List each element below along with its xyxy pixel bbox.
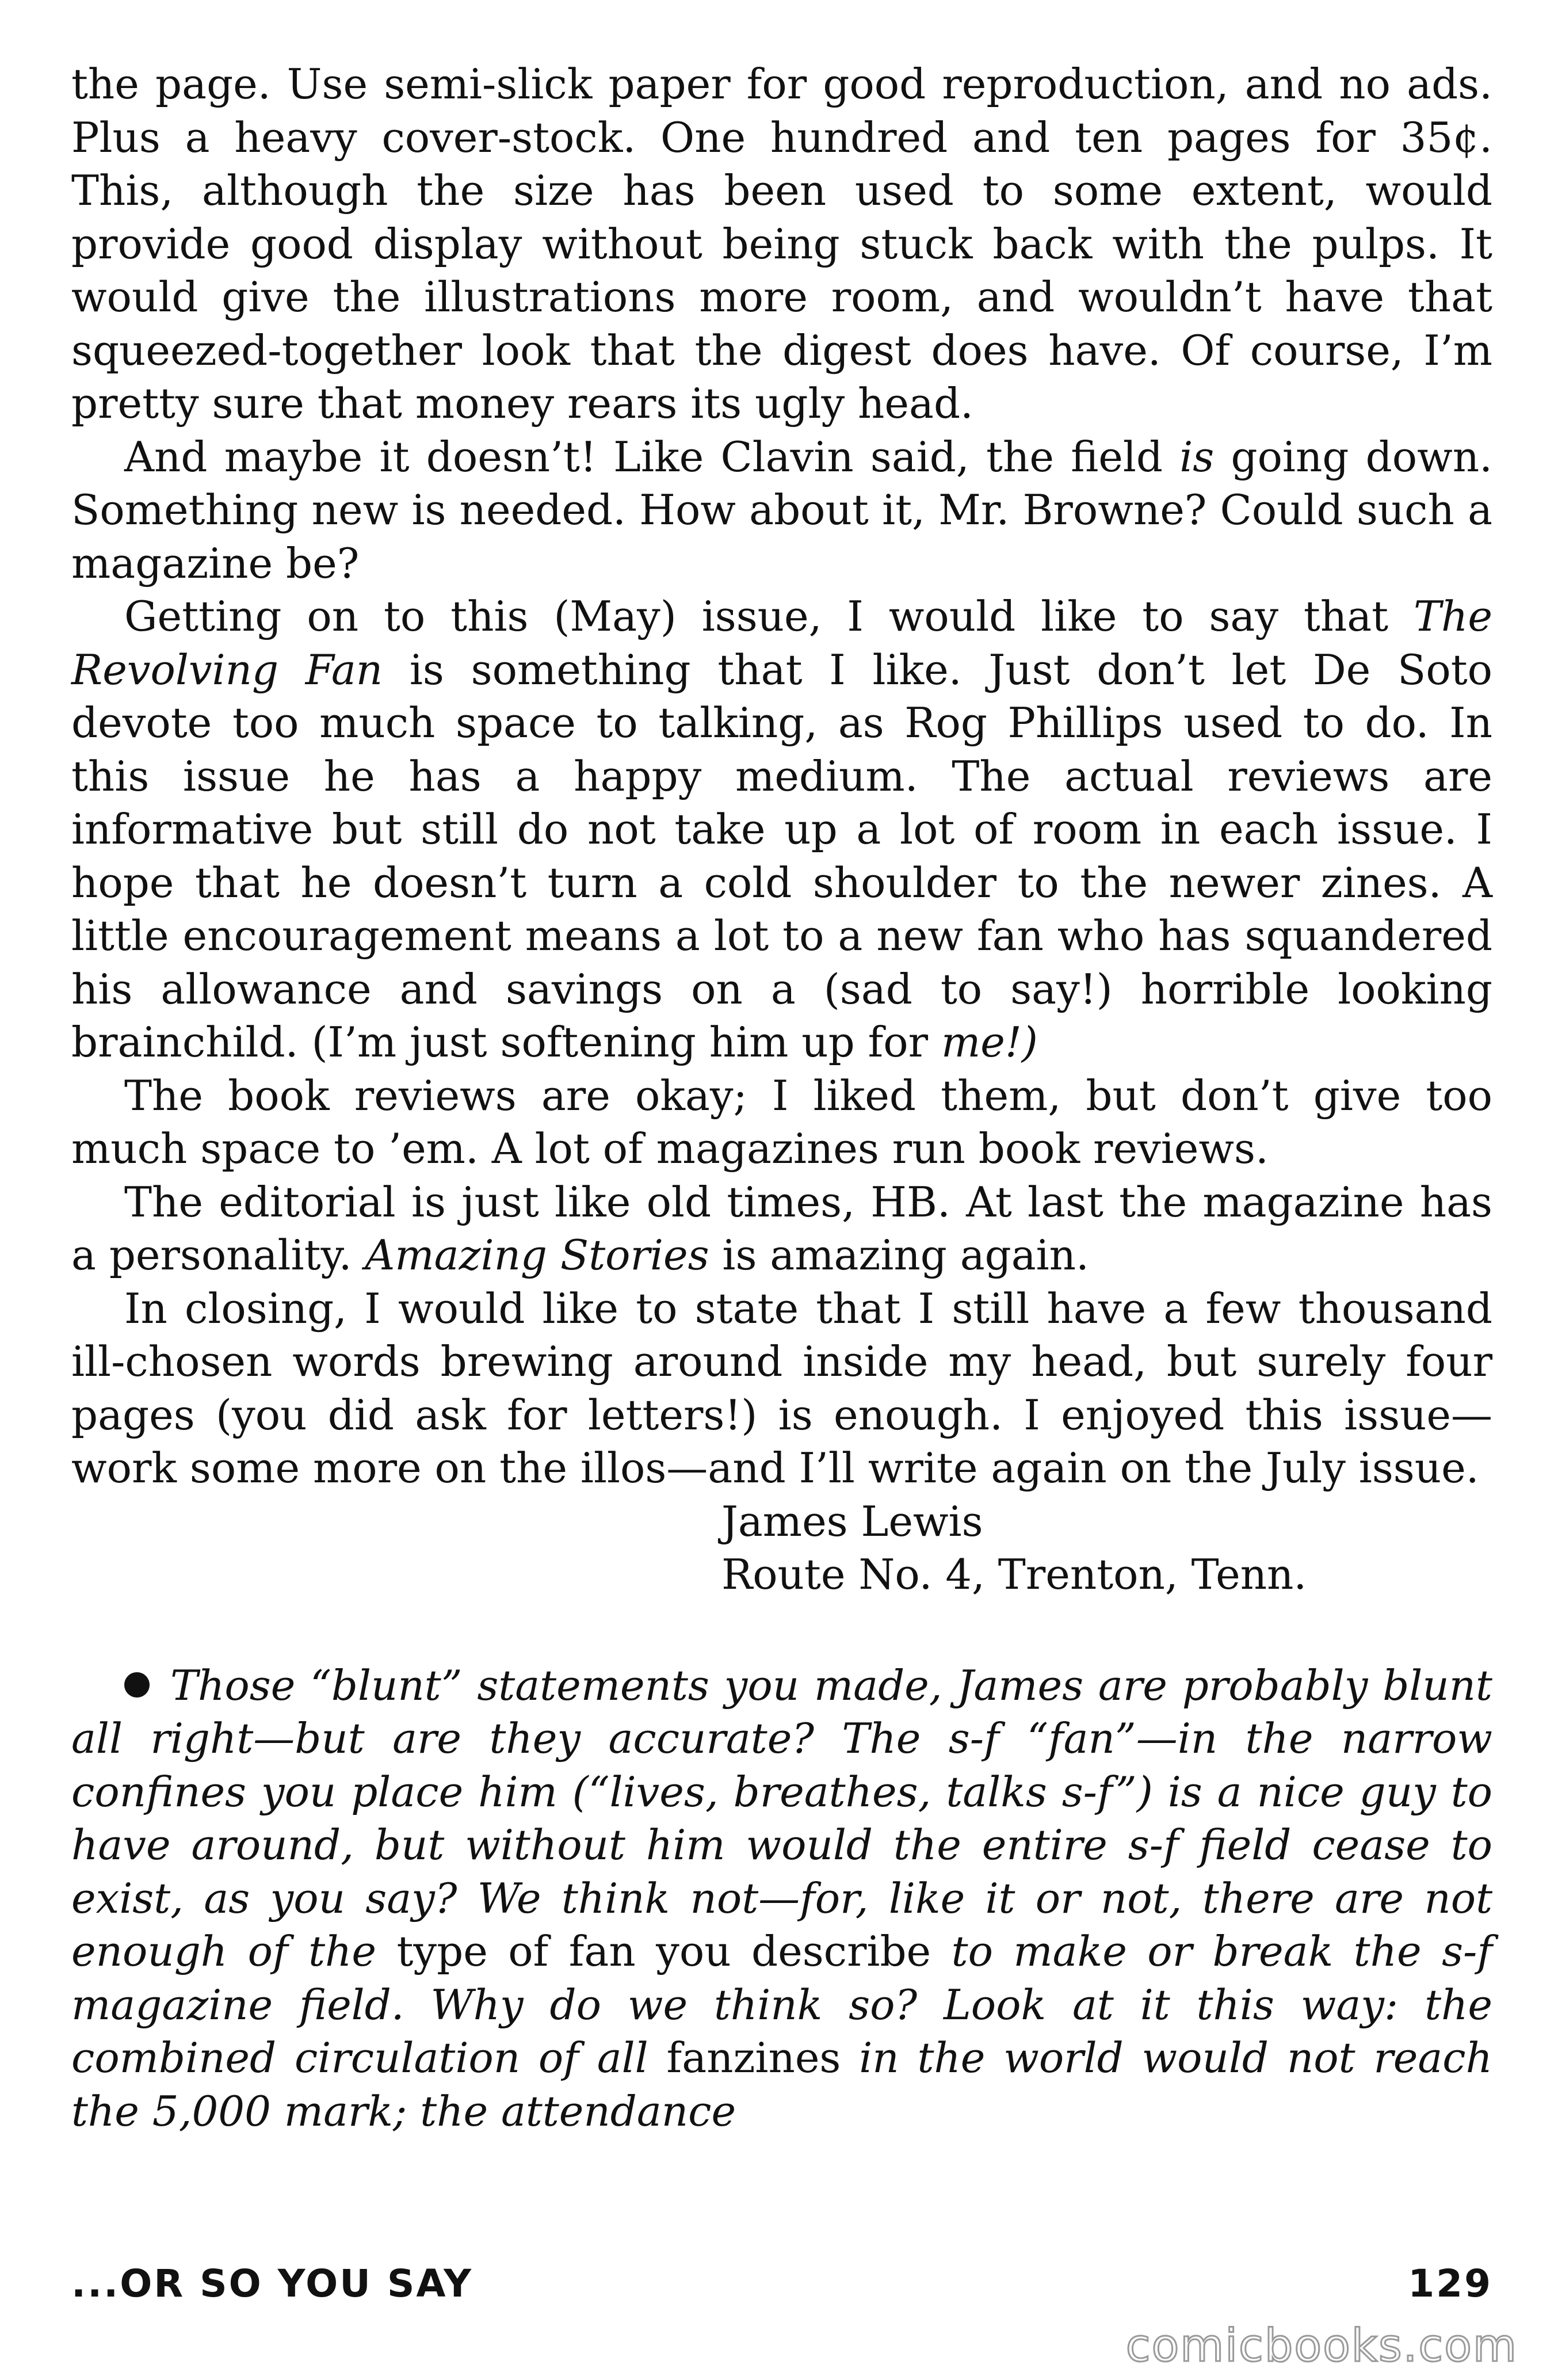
signature-address: Route No. 4, Trenton, Tenn. xyxy=(721,1550,1307,1599)
editor-reply xyxy=(71,1659,1492,2138)
paragraph-text: Getting on to this (May) issue, I would like to say that xyxy=(124,592,1414,640)
letter-page xyxy=(71,58,1492,2138)
reply-text: in the world would not reach the 5,000 mark; the attendance xyxy=(71,2034,1492,2135)
italic-text: Amazing Stories xyxy=(365,1231,709,1279)
letter-paragraph xyxy=(71,58,1492,430)
watermark-logo: comicbooks.com xyxy=(1125,2320,1518,2372)
paragraph-text: the page. Use semi-slick paper for good reproduction, and no ads. Plus a heavy cover-stock. One hundred and ten pages for 35¢. This, although the size has been used to some extent, would provide good display without being stuck back with the pulps. It would give the illustrations more room, and wouldn’t have that squeezed-together look that the digest does have. Of course, I’m pretty sure that money rears its ugly head. xyxy=(71,60,1492,428)
italic-text: me!) xyxy=(941,1018,1038,1066)
page-footer xyxy=(71,2261,1492,2306)
letter-paragraph xyxy=(71,1282,1492,1495)
paragraph-text: And maybe it doesn’t! Like Clavin said, the field xyxy=(124,432,1180,481)
paragraph-text: The book reviews are okay; I liked them, but don’t give too much space to ’em. A lot of magazines run book reviews. xyxy=(71,1071,1492,1173)
letter-paragraph xyxy=(71,1176,1492,1282)
italic-text: is xyxy=(1179,432,1215,481)
letter-body xyxy=(71,58,1492,1495)
italic-text: The Revolving Fan xyxy=(71,592,1492,694)
paragraph-text: is something that I like. Just don’t let De Soto devote too much space to talking, as Rog Phillips used to do. In this issue he has a happy medium. The actual reviews are informative but still do not take up a lot of room in each issue. I hope that he doesn’t turn a cold shoulder to the newer zines. A little encouragement means a lot to a new fan who has squandered his allowance and savings on a (sad to say!) horrible looking brainchild. (I’m just softening him up for xyxy=(71,645,1492,1066)
reply-text: Those “blunt” statements you made, James are probably blunt all right—but are they accurate? The s-f “fan”—in the narrow confines you place him (“lives, breathes, talks s-f”) is a nice guy to have around, but without him would the entire s-f field cease to exist, as you say? We think not—for, like it or not, there are not enough of the xyxy=(71,1661,1492,1975)
page-number: 129 xyxy=(1408,2261,1492,2306)
paragraph-text: is amazing again. xyxy=(709,1231,1089,1279)
letter-paragraph xyxy=(71,1069,1492,1176)
section-title: ...OR SO YOU SAY xyxy=(71,2261,473,2306)
signature-name: James Lewis xyxy=(721,1497,983,1546)
reply-text: type of fan you describe xyxy=(396,1927,931,1975)
paragraph-text: going down. Something new is needed. How about it, Mr. Browne? Could such a magazine be? xyxy=(71,432,1492,588)
reply-text: fanzines xyxy=(666,2034,841,2082)
paragraph-text: The editorial is just like old times, HB. At last the magazine has a personality. xyxy=(71,1177,1492,1279)
paragraph-text: In closing, I would like to state that I still have a few thousand ill-chosen words brewing around inside my head, but surely four pages (you did ask for letters!) is enough. I enjoyed this issue—work some more on the illos—and I’ll write again on the July issue. xyxy=(71,1284,1492,1492)
reply-text: to make or break the s-f magazine field. Why do we think so? Look at it this way: the combined circulation of all xyxy=(71,1927,1492,2082)
letter-paragraph xyxy=(71,590,1492,1069)
bullet-icon xyxy=(124,1672,150,1698)
letter-paragraph xyxy=(71,430,1492,590)
